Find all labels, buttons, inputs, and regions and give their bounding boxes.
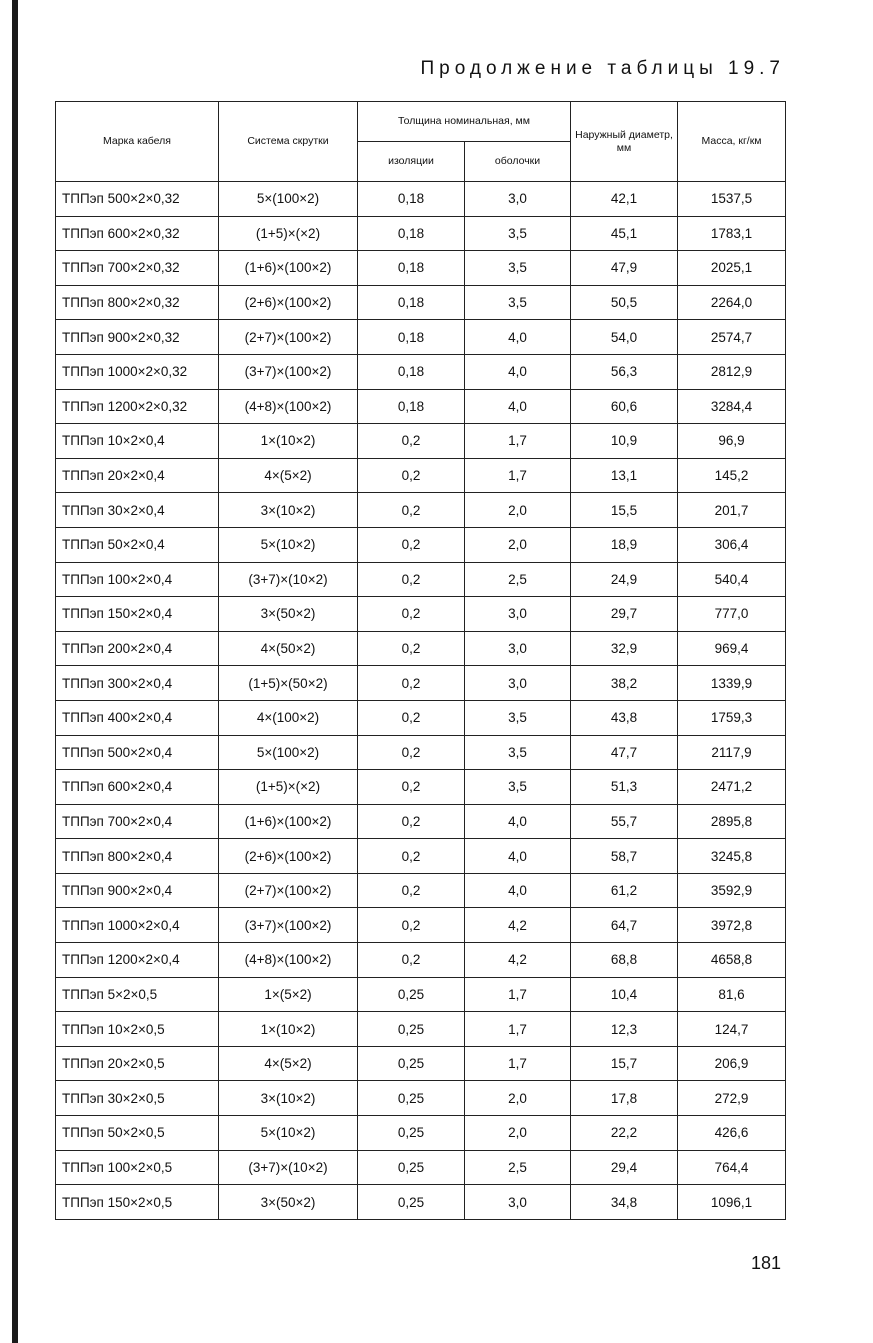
cell-mass: 969,4	[678, 631, 786, 666]
cell-insulation-thickness: 0,18	[358, 216, 465, 251]
cell-insulation-thickness: 0,2	[358, 700, 465, 735]
cell-twist-system: (4+8)×(100×2)	[219, 389, 358, 424]
cell-outer-diameter: 58,7	[571, 839, 678, 874]
table-row	[56, 770, 786, 805]
table-row	[56, 1185, 786, 1220]
cell-twist-system: 4×(50×2)	[219, 631, 358, 666]
cell-sheath-thickness: 3,5	[465, 251, 571, 286]
cell-insulation-thickness: 0,2	[358, 804, 465, 839]
cell-outer-diameter: 34,8	[571, 1185, 678, 1220]
cell-outer-diameter: 24,9	[571, 562, 678, 597]
cell-twist-system: (3+7)×(100×2)	[219, 908, 358, 943]
cell-insulation-thickness: 0,18	[358, 354, 465, 389]
cell-sheath-thickness: 2,0	[465, 527, 571, 562]
cell-sheath-thickness: 4,0	[465, 804, 571, 839]
cell-twist-system: 3×(50×2)	[219, 597, 358, 632]
table-row	[56, 320, 786, 355]
cell-sheath-thickness: 4,0	[465, 873, 571, 908]
table-row	[56, 873, 786, 908]
cell-insulation-thickness: 0,2	[358, 770, 465, 805]
cell-twist-system: (3+7)×(10×2)	[219, 562, 358, 597]
cell-cable-brand: ТППэп 300×2×0,4	[56, 666, 219, 701]
cell-insulation-thickness: 0,25	[358, 1046, 465, 1081]
cell-cable-brand: ТППэп 700×2×0,32	[56, 251, 219, 286]
cell-mass: 2471,2	[678, 770, 786, 805]
cell-cable-brand: ТППэп 200×2×0,4	[56, 631, 219, 666]
cell-mass: 540,4	[678, 562, 786, 597]
table-row	[56, 182, 786, 217]
cell-outer-diameter: 15,7	[571, 1046, 678, 1081]
cell-insulation-thickness: 0,25	[358, 1150, 465, 1185]
cell-insulation-thickness: 0,25	[358, 1185, 465, 1220]
cell-twist-system: 5×(10×2)	[219, 1116, 358, 1151]
table-row	[56, 527, 786, 562]
cell-mass: 206,9	[678, 1046, 786, 1081]
cell-twist-system: (2+7)×(100×2)	[219, 873, 358, 908]
cell-outer-diameter: 32,9	[571, 631, 678, 666]
cell-mass: 2117,9	[678, 735, 786, 770]
table-row	[56, 804, 786, 839]
cell-cable-brand: ТППэп 1200×2×0,32	[56, 389, 219, 424]
cell-insulation-thickness: 0,2	[358, 839, 465, 874]
cell-mass: 1096,1	[678, 1185, 786, 1220]
cell-twist-system: 5×(100×2)	[219, 735, 358, 770]
cell-mass: 2025,1	[678, 251, 786, 286]
cell-cable-brand: ТППэп 50×2×0,4	[56, 527, 219, 562]
cell-insulation-thickness: 0,25	[358, 1081, 465, 1116]
cell-mass: 2812,9	[678, 354, 786, 389]
cell-sheath-thickness: 1,7	[465, 424, 571, 459]
cell-twist-system: 3×(50×2)	[219, 1185, 358, 1220]
cell-outer-diameter: 38,2	[571, 666, 678, 701]
cell-sheath-thickness: 4,2	[465, 908, 571, 943]
cell-mass: 426,6	[678, 1116, 786, 1151]
cell-outer-diameter: 45,1	[571, 216, 678, 251]
cell-twist-system: (2+6)×(100×2)	[219, 285, 358, 320]
cell-outer-diameter: 12,3	[571, 1012, 678, 1047]
cell-mass: 201,7	[678, 493, 786, 528]
cell-sheath-thickness: 4,0	[465, 839, 571, 874]
cell-mass: 777,0	[678, 597, 786, 632]
cell-twist-system: 1×(10×2)	[219, 424, 358, 459]
scan-edge	[12, 0, 18, 1343]
cell-outer-diameter: 10,4	[571, 977, 678, 1012]
cell-insulation-thickness: 0,2	[358, 597, 465, 632]
header-thickness-group: Толщина номинальная, мм	[358, 102, 571, 142]
cell-twist-system: (2+6)×(100×2)	[219, 839, 358, 874]
cell-twist-system: (1+6)×(100×2)	[219, 804, 358, 839]
cell-sheath-thickness: 2,0	[465, 1081, 571, 1116]
cell-sheath-thickness: 2,5	[465, 562, 571, 597]
cell-cable-brand: ТППэп 1000×2×0,32	[56, 354, 219, 389]
cell-cable-brand: ТППэп 1200×2×0,4	[56, 943, 219, 978]
cell-mass: 4658,8	[678, 943, 786, 978]
cell-insulation-thickness: 0,2	[358, 873, 465, 908]
cell-twist-system: (1+5)×(×2)	[219, 770, 358, 805]
cell-cable-brand: ТППэп 50×2×0,5	[56, 1116, 219, 1151]
cell-cable-brand: ТППэп 150×2×0,5	[56, 1185, 219, 1220]
cell-insulation-thickness: 0,18	[358, 251, 465, 286]
table-row	[56, 597, 786, 632]
cell-mass: 96,9	[678, 424, 786, 459]
cell-twist-system: 5×(10×2)	[219, 527, 358, 562]
cell-twist-system: 4×(100×2)	[219, 700, 358, 735]
table-row	[56, 1046, 786, 1081]
cell-mass: 2895,8	[678, 804, 786, 839]
table-row	[56, 1081, 786, 1116]
table-row	[56, 700, 786, 735]
table-row	[56, 631, 786, 666]
cell-insulation-thickness: 0,18	[358, 182, 465, 217]
header-twist-system: Система скрутки	[219, 102, 358, 182]
cell-mass: 306,4	[678, 527, 786, 562]
table-header	[56, 102, 786, 182]
table-row	[56, 943, 786, 978]
cell-cable-brand: ТППэп 100×2×0,4	[56, 562, 219, 597]
cell-mass: 3284,4	[678, 389, 786, 424]
cell-cable-brand: ТППэп 150×2×0,4	[56, 597, 219, 632]
table-row	[56, 1012, 786, 1047]
table-row	[56, 839, 786, 874]
cell-cable-brand: ТППэп 1000×2×0,4	[56, 908, 219, 943]
table-continuation-heading: Продолжение таблицы 19.7	[420, 58, 785, 79]
cell-insulation-thickness: 0,2	[358, 943, 465, 978]
cell-sheath-thickness: 2,5	[465, 1150, 571, 1185]
cell-cable-brand: ТППэп 20×2×0,4	[56, 458, 219, 493]
header-brand: Марка кабеля	[56, 102, 219, 182]
cell-twist-system: (1+5)×(×2)	[219, 216, 358, 251]
header-outer-diameter: Наружный диаметр, мм	[571, 102, 678, 182]
cell-sheath-thickness: 3,5	[465, 285, 571, 320]
table-row	[56, 493, 786, 528]
page-number: 181	[750, 1253, 781, 1273]
cell-sheath-thickness: 3,5	[465, 770, 571, 805]
cell-cable-brand: ТППэп 10×2×0,5	[56, 1012, 219, 1047]
cell-cable-brand: ТППэп 900×2×0,32	[56, 320, 219, 355]
cell-sheath-thickness: 1,7	[465, 1012, 571, 1047]
cell-mass: 1339,9	[678, 666, 786, 701]
cell-twist-system: 3×(10×2)	[219, 1081, 358, 1116]
cell-mass: 81,6	[678, 977, 786, 1012]
cell-twist-system: (3+7)×(10×2)	[219, 1150, 358, 1185]
cell-cable-brand: ТППэп 10×2×0,4	[56, 424, 219, 459]
cell-outer-diameter: 60,6	[571, 389, 678, 424]
cell-cable-brand: ТППэп 800×2×0,32	[56, 285, 219, 320]
cell-insulation-thickness: 0,2	[358, 631, 465, 666]
cell-sheath-thickness: 3,5	[465, 216, 571, 251]
cell-mass: 1537,5	[678, 182, 786, 217]
header-sheath: оболочки	[465, 142, 571, 182]
cell-cable-brand: ТППэп 500×2×0,32	[56, 182, 219, 217]
cell-insulation-thickness: 0,2	[358, 493, 465, 528]
cell-outer-diameter: 10,9	[571, 424, 678, 459]
cell-sheath-thickness: 1,7	[465, 1046, 571, 1081]
cell-outer-diameter: 15,5	[571, 493, 678, 528]
table-row	[56, 424, 786, 459]
cell-outer-diameter: 42,1	[571, 182, 678, 217]
table-row	[56, 216, 786, 251]
cell-cable-brand: ТППэп 800×2×0,4	[56, 839, 219, 874]
cell-outer-diameter: 55,7	[571, 804, 678, 839]
cell-twist-system: (2+7)×(100×2)	[219, 320, 358, 355]
cell-cable-brand: ТППэп 600×2×0,4	[56, 770, 219, 805]
table-row	[56, 285, 786, 320]
cell-outer-diameter: 13,1	[571, 458, 678, 493]
cell-outer-diameter: 47,7	[571, 735, 678, 770]
cell-sheath-thickness: 4,0	[465, 320, 571, 355]
cell-cable-brand: ТППэп 20×2×0,5	[56, 1046, 219, 1081]
cell-insulation-thickness: 0,25	[358, 1116, 465, 1151]
cell-twist-system: 1×(5×2)	[219, 977, 358, 1012]
cell-twist-system: (1+5)×(50×2)	[219, 666, 358, 701]
cell-sheath-thickness: 3,0	[465, 597, 571, 632]
cell-twist-system: 4×(5×2)	[219, 458, 358, 493]
cell-insulation-thickness: 0,18	[358, 389, 465, 424]
cell-mass: 3972,8	[678, 908, 786, 943]
cell-mass: 2264,0	[678, 285, 786, 320]
table-row	[56, 389, 786, 424]
cell-twist-system: (3+7)×(100×2)	[219, 354, 358, 389]
cell-sheath-thickness: 3,0	[465, 631, 571, 666]
cell-mass: 145,2	[678, 458, 786, 493]
cell-outer-diameter: 22,2	[571, 1116, 678, 1151]
header-row-top	[56, 102, 786, 142]
header-insulation: изоляции	[358, 142, 465, 182]
cell-insulation-thickness: 0,25	[358, 1012, 465, 1047]
cell-outer-diameter: 56,3	[571, 354, 678, 389]
cell-outer-diameter: 54,0	[571, 320, 678, 355]
cell-mass: 272,9	[678, 1081, 786, 1116]
cell-mass: 3592,9	[678, 873, 786, 908]
cell-sheath-thickness: 3,0	[465, 666, 571, 701]
cell-outer-diameter: 47,9	[571, 251, 678, 286]
cell-cable-brand: ТППэп 400×2×0,4	[56, 700, 219, 735]
cell-twist-system: 1×(10×2)	[219, 1012, 358, 1047]
header-mass: Масса, кг/км	[678, 102, 786, 182]
cell-cable-brand: ТППэп 5×2×0,5	[56, 977, 219, 1012]
cell-outer-diameter: 68,8	[571, 943, 678, 978]
cell-outer-diameter: 17,8	[571, 1081, 678, 1116]
cell-sheath-thickness: 3,5	[465, 700, 571, 735]
cell-sheath-thickness: 1,7	[465, 458, 571, 493]
cell-insulation-thickness: 0,2	[358, 562, 465, 597]
cell-twist-system: 3×(10×2)	[219, 493, 358, 528]
cell-mass: 1759,3	[678, 700, 786, 735]
cell-outer-diameter: 43,8	[571, 700, 678, 735]
cell-twist-system: (1+6)×(100×2)	[219, 251, 358, 286]
cell-insulation-thickness: 0,25	[358, 977, 465, 1012]
cell-sheath-thickness: 2,0	[465, 1116, 571, 1151]
table-row	[56, 666, 786, 701]
cell-twist-system: 4×(5×2)	[219, 1046, 358, 1081]
cell-sheath-thickness: 3,0	[465, 1185, 571, 1220]
cell-mass: 124,7	[678, 1012, 786, 1047]
cell-insulation-thickness: 0,2	[358, 424, 465, 459]
cell-cable-brand: ТППэп 500×2×0,4	[56, 735, 219, 770]
cell-sheath-thickness: 3,0	[465, 182, 571, 217]
cell-mass: 1783,1	[678, 216, 786, 251]
table-row	[56, 908, 786, 943]
cell-cable-brand: ТППэп 700×2×0,4	[56, 804, 219, 839]
cell-insulation-thickness: 0,2	[358, 908, 465, 943]
cell-sheath-thickness: 3,5	[465, 735, 571, 770]
cell-cable-brand: ТППэп 600×2×0,32	[56, 216, 219, 251]
cell-outer-diameter: 50,5	[571, 285, 678, 320]
cell-mass: 764,4	[678, 1150, 786, 1185]
table-row	[56, 562, 786, 597]
cell-insulation-thickness: 0,2	[358, 735, 465, 770]
table-row	[56, 735, 786, 770]
cell-insulation-thickness: 0,2	[358, 527, 465, 562]
cell-sheath-thickness: 1,7	[465, 977, 571, 1012]
cell-insulation-thickness: 0,18	[358, 320, 465, 355]
table-row	[56, 458, 786, 493]
cell-outer-diameter: 51,3	[571, 770, 678, 805]
table-row	[56, 1150, 786, 1185]
cell-sheath-thickness: 2,0	[465, 493, 571, 528]
table-row	[56, 1116, 786, 1151]
cell-twist-system: (4+8)×(100×2)	[219, 943, 358, 978]
cell-cable-brand: ТППэп 100×2×0,5	[56, 1150, 219, 1185]
cell-mass: 2574,7	[678, 320, 786, 355]
cell-outer-diameter: 29,7	[571, 597, 678, 632]
cell-outer-diameter: 64,7	[571, 908, 678, 943]
cell-cable-brand: ТППэп 30×2×0,5	[56, 1081, 219, 1116]
cell-sheath-thickness: 4,0	[465, 389, 571, 424]
table-row	[56, 251, 786, 286]
cell-outer-diameter: 29,4	[571, 1150, 678, 1185]
cell-cable-brand: ТППэп 900×2×0,4	[56, 873, 219, 908]
cell-twist-system: 5×(100×2)	[219, 182, 358, 217]
cell-sheath-thickness: 4,2	[465, 943, 571, 978]
table-row	[56, 977, 786, 1012]
cell-insulation-thickness: 0,18	[358, 285, 465, 320]
cell-cable-brand: ТППэп 30×2×0,4	[56, 493, 219, 528]
cell-sheath-thickness: 4,0	[465, 354, 571, 389]
cell-outer-diameter: 18,9	[571, 527, 678, 562]
cell-insulation-thickness: 0,2	[358, 458, 465, 493]
table-row	[56, 354, 786, 389]
cable-data-table	[55, 101, 786, 1220]
cell-mass: 3245,8	[678, 839, 786, 874]
table-body	[56, 182, 786, 1220]
cell-outer-diameter: 61,2	[571, 873, 678, 908]
cell-insulation-thickness: 0,2	[358, 666, 465, 701]
